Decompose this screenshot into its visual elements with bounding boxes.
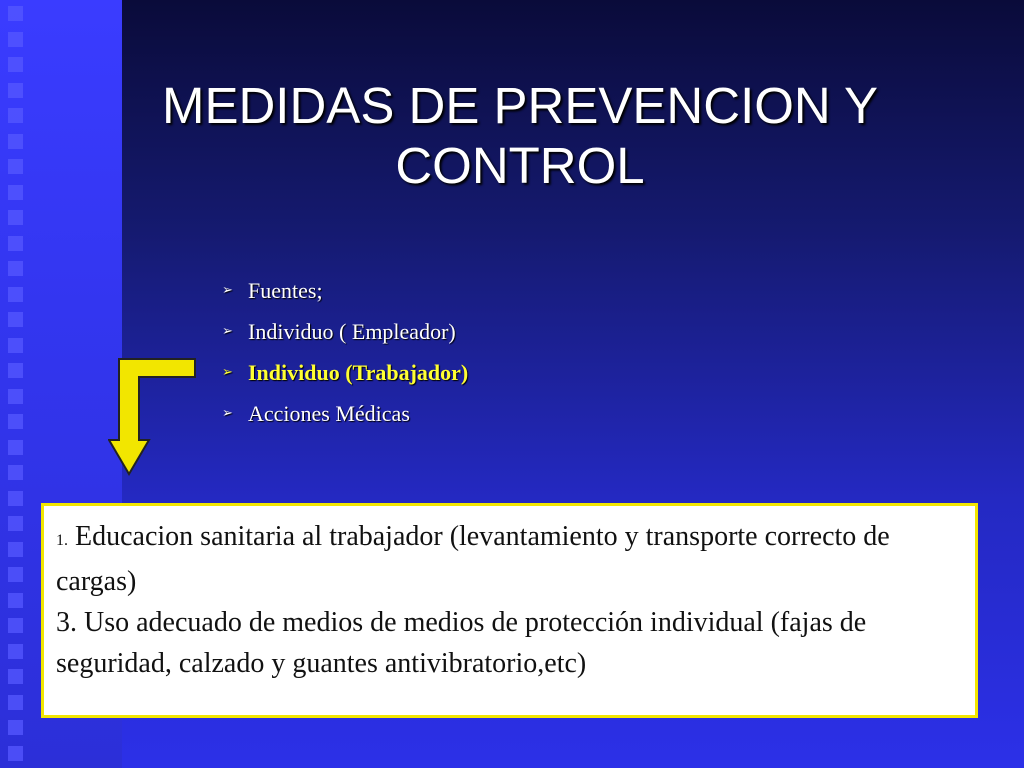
bullet-label: Fuentes; xyxy=(248,277,323,303)
bullet-label: Individuo (Trabajador) xyxy=(248,359,469,385)
decorative-square xyxy=(8,83,23,98)
bullet-item-trabajador xyxy=(222,352,468,393)
decorative-square xyxy=(8,57,23,72)
decorative-square xyxy=(8,644,23,659)
decorative-square xyxy=(8,414,23,429)
decorative-square xyxy=(8,287,23,302)
bullet-label: Acciones Médicas xyxy=(248,400,410,426)
bullet-item-fuentes xyxy=(222,270,468,311)
decorative-square xyxy=(8,236,23,251)
decorative-square xyxy=(8,695,23,710)
decorative-square xyxy=(8,338,23,353)
decorative-square xyxy=(8,491,23,506)
decorative-square xyxy=(8,32,23,47)
decorative-square xyxy=(8,6,23,21)
bullet-label: Individuo ( Empleador) xyxy=(248,318,456,344)
content-box xyxy=(41,503,978,718)
decorative-square xyxy=(8,542,23,557)
decorative-squares xyxy=(8,0,30,768)
item-number: 1. xyxy=(56,532,68,549)
decorative-square xyxy=(8,669,23,684)
bullet-item-acciones-medicas xyxy=(222,393,468,434)
decorative-square xyxy=(8,440,23,455)
arrow-bullet-icon: ➢ xyxy=(222,364,233,380)
decorative-square xyxy=(8,567,23,582)
item-text-protection: 3. Uso adecuado de medios de medios de protección individual (fajas de seguridad, calzado y guantes antivibratorio,etc) xyxy=(56,607,867,679)
bullet-item-empleador xyxy=(222,311,468,352)
decorative-square xyxy=(8,720,23,735)
decorative-square xyxy=(8,312,23,327)
decorative-square xyxy=(8,185,23,200)
bent-down-arrow-icon xyxy=(108,356,200,478)
decorative-square xyxy=(8,516,23,531)
arrow-bullet-icon: ➢ xyxy=(222,405,233,421)
slide-title: MEDIDAS DE PREVENCION Y CONTROL xyxy=(161,77,879,194)
bullet-list xyxy=(222,270,468,434)
decorative-square xyxy=(8,593,23,608)
decorative-square xyxy=(8,618,23,633)
decorative-square xyxy=(8,363,23,378)
arrow-bullet-icon: ➢ xyxy=(222,323,233,339)
decorative-square xyxy=(8,134,23,149)
item-text-education: Educacion sanitaria al trabajador (levantamiento y transporte correcto de cargas) xyxy=(56,521,890,597)
decorative-square xyxy=(8,746,23,761)
decorative-square xyxy=(8,465,23,480)
decorative-square xyxy=(8,261,23,276)
decorative-square xyxy=(8,108,23,123)
decorative-square xyxy=(8,210,23,225)
decorative-square xyxy=(8,159,23,174)
arrow-bullet-icon: ➢ xyxy=(222,282,233,298)
decorative-square xyxy=(8,389,23,404)
